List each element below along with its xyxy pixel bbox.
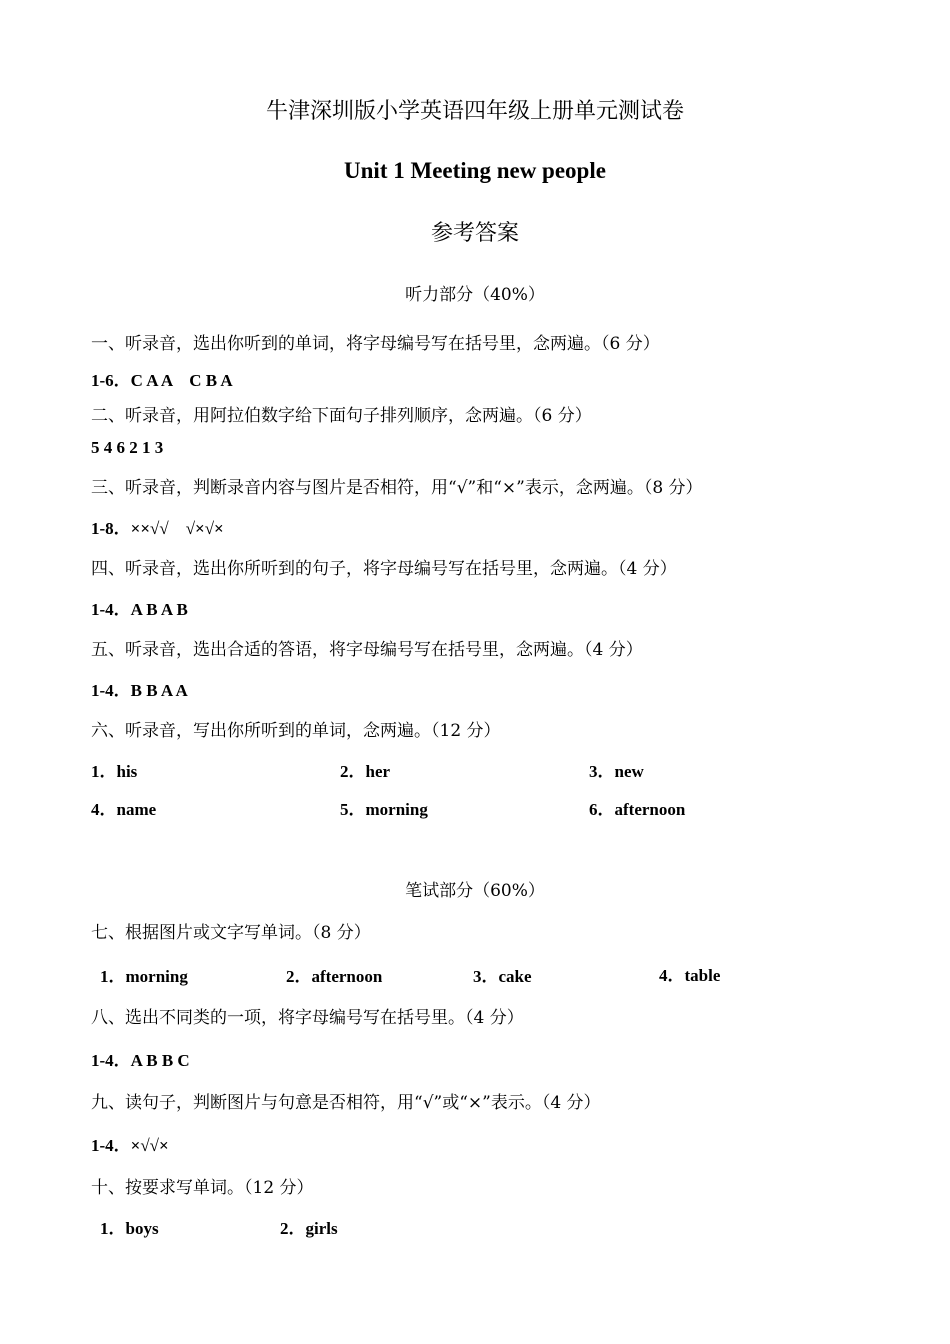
answer-9: 1-4．×√√×	[91, 1136, 169, 1155]
answer-6-item: 3．new	[589, 762, 644, 781]
answer-8: 1-4．A B B C	[91, 1051, 190, 1070]
answer-7-item: 1．morning	[100, 967, 188, 986]
unit-title: Unit 1 Meeting new people	[344, 158, 606, 183]
question-6: 六、听录音，写出你所听到的单词，念两遍。（12 分）	[91, 721, 501, 741]
written-heading: 笔试部分（60%）	[405, 881, 545, 901]
answer-6-item: 6．afternoon	[589, 800, 686, 819]
answer-7-item: 3．cake	[473, 967, 532, 986]
question-5: 五、听录音，选出合适的答语，将字母编号写在括号里，念两遍。（4 分）	[91, 640, 643, 660]
question-1: 一、听录音，选出你听到的单词，将字母编号写在括号里，念两遍。（6 分）	[91, 334, 660, 354]
question-10: 十、按要求写单词。（12 分）	[91, 1178, 314, 1198]
answer-4: 1-4．A B A B	[91, 600, 188, 619]
question-2: 二、听录音，用阿拉伯数字给下面句子排列顺序，念两遍。（6 分）	[91, 406, 592, 426]
answer-7-item: 2．afternoon	[286, 967, 383, 986]
answer-1: 1-6．C A A C B A	[91, 371, 233, 390]
question-4: 四、听录音，选出你所听到的句子，将字母编号写在括号里，念两遍。（4 分）	[91, 559, 677, 579]
answer-5: 1-4．B B A A	[91, 681, 188, 700]
answer-10-item: 1．boys	[100, 1219, 159, 1238]
answers-title: 参考答案	[430, 221, 519, 246]
answer-6-item: 1．his	[91, 762, 138, 781]
answer-6-item: 5．morning	[340, 800, 428, 819]
question-7: 七、根据图片或文字写单词。（8 分）	[91, 923, 371, 943]
question-9: 九、读句子，判断图片与句意是否相符，用“√”或“×”表示。（4 分）	[91, 1093, 601, 1113]
answer-6-item: 2．her	[340, 762, 391, 781]
answer-3: 1-8．××√√ √×√×	[91, 519, 224, 538]
answer-6-item: 4．name	[91, 800, 157, 819]
question-8: 八、选出不同类的一项，将字母编号写在括号里。（4 分）	[91, 1008, 524, 1028]
answer-10-item: 2．girls	[280, 1219, 338, 1238]
question-3: 三、听录音，判断录音内容与图片是否相符，用“√”和“×”表示，念两遍。（8 分）	[91, 478, 703, 498]
listening-heading: 听力部分（40%）	[405, 285, 545, 305]
answer-2: 5 4 6 2 1 3	[91, 438, 164, 457]
answer-7-item: 4．table	[659, 966, 721, 985]
document-title: 牛津深圳版小学英语四年级上册单元测试卷	[265, 99, 684, 124]
